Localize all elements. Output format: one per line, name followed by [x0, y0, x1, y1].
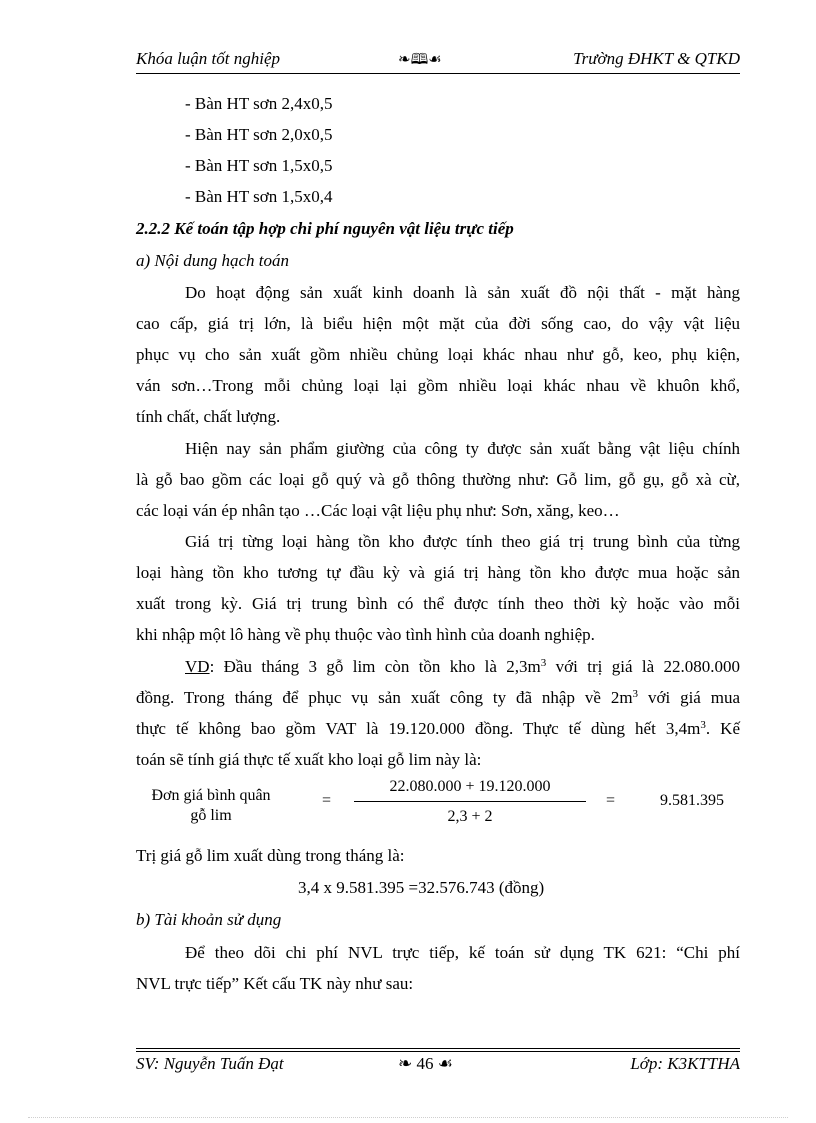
paragraph-line: các loại ván ép nhân tạo …Các loại vật liệu phụ như: Sơn, xăng, keo…: [136, 501, 620, 520]
formula-label: Đơn giá bình quân gỗ lim: [151, 787, 271, 824]
page-footer: [136, 1054, 740, 1078]
page-number: ❧ 46 ☙: [398, 1054, 453, 1073]
page-edge-divider: [28, 1117, 788, 1118]
list-item: - Bàn HT sơn 2,0x0,5: [185, 125, 333, 144]
example-label: VD: [185, 657, 210, 676]
paragraph-line: khi nhập một lô hàng về phụ thuộc vào tình hình của doanh nghiệp.: [136, 625, 595, 644]
formula-result: 9.581.395: [660, 792, 724, 809]
paragraph-line: NVL trực tiếp” Kết cấu TK này như sau:: [136, 974, 414, 993]
paragraph-line: phục vụ cho sản xuất gồm nhiều chủng loại khác nhau như gỗ, keo, phụ kiện,: [136, 345, 740, 364]
paragraph-line: loại hàng tồn kho tương tự đầu kỳ và giá trị hàng tồn kho được mua hoặc sản: [136, 563, 740, 582]
footer-student: SV: Nguyễn Tuấn Đạt: [136, 1054, 284, 1073]
header-thesis-title: Khóa luận tốt nghiệp: [136, 49, 281, 68]
example-line: VD: Đầu tháng 3 gỗ lim còn tồn kho là $2,3m^3$ với trị giá là 22.080.000: [185, 657, 740, 676]
section-heading: 2.2.2 Kế toán tập hợp chi phí nguyên vật liệu trực tiếp: [136, 219, 514, 238]
example-line: thực tế không bao gồm VAT là 19.120.000 đồng. Thực tế dùng hết $3,4m^3$. Kế: [136, 719, 740, 738]
header-rule: [136, 73, 740, 74]
subsection-heading-a: a) Nội dung hạch toán: [136, 251, 289, 270]
example-line: đồng. Trong tháng để phục vụ sản xuất công ty đã nhập về $2m^3$ với giá mua: [136, 688, 741, 707]
list-item: - Bàn HT sơn 1,5x0,4: [185, 187, 333, 206]
paragraph-line: ván sơn…Trong mỗi chủng loại lại gồm nhiều loại khác nhau về khuôn khổ,: [136, 376, 740, 395]
formula-equals: =: [606, 792, 616, 809]
paragraph-line: cao cấp, giá trị lớn, là biểu hiện một mặt của đời sống cao, do vậy vật liệu: [136, 314, 740, 333]
page-header: [136, 49, 740, 73]
paragraph-line: Giá trị từng loại hàng tồn kho được tính theo giá trị trung bình của từng: [185, 532, 740, 551]
paragraph-line: Do hoạt động sản xuất kinh doanh là sản xuất đồ nội thất - mặt hàng: [185, 283, 740, 302]
footer-rule: [136, 1051, 740, 1052]
formula-equals: =: [322, 792, 332, 809]
subsection-heading-b: b) Tài khoản sử dụng: [136, 910, 282, 929]
calculation-line: 3,4 x 9.581.395 =32.576.743 (đồng): [298, 878, 545, 897]
paragraph-line: tính chất, chất lượng.: [136, 407, 281, 426]
formula-numerator: 22.080.000 + 19.120.000: [389, 778, 551, 795]
paragraph-line: Hiện nay sản phẩm giường của công ty được sản xuất bằng vật liệu chính: [185, 439, 740, 458]
footer-rule: [136, 1048, 740, 1049]
example-line: toán sẽ tính giá thực tế xuất kho loại gỗ lim này là:: [136, 750, 482, 769]
list-item: - Bàn HT sơn 1,5x0,5: [185, 156, 333, 175]
paragraph-line: xuất trong kỳ. Giá trị trung bình có thể được tính theo thời kỳ hoặc vào mỗi: [136, 594, 740, 613]
header-university: Trường ĐHKT & QTKD: [573, 49, 740, 68]
fraction-bar: [354, 801, 586, 802]
average-price-formula: [136, 778, 740, 838]
list-item: - Bàn HT sơn 2,4x0,5: [185, 94, 333, 113]
formula-denominator: 2,3 + 2: [447, 808, 493, 825]
paragraph-line: Để theo dõi chi phí NVL trực tiếp, kế toán sử dụng TK 621: “Chi phí: [185, 943, 740, 962]
header-ornament-icon: ❧🕮☙: [398, 52, 442, 68]
paragraph-line: là gỗ bao gồm các loại gỗ quý và gỗ thông thường như: Gỗ lim, gỗ gụ, gỗ xà cừ,: [136, 470, 740, 489]
footer-class: Lớp: K3KTTHA: [630, 1054, 740, 1073]
paragraph-line: Trị giá gỗ lim xuất dùng trong tháng là:: [136, 846, 405, 865]
